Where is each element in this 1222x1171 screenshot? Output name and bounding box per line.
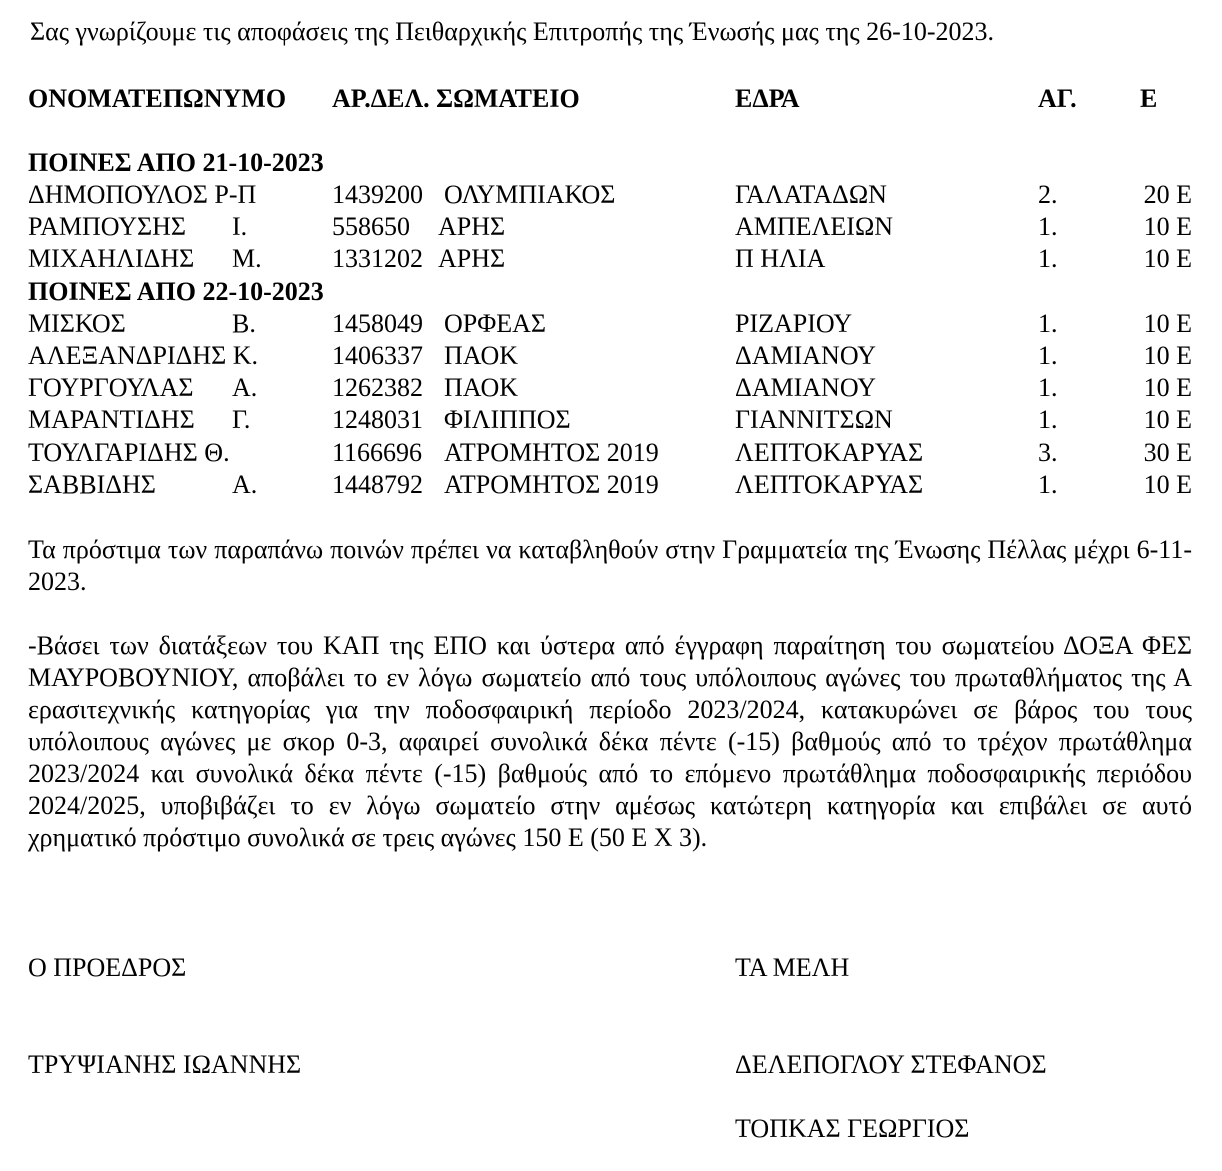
club-city: ΓΙΑΝΝΙΤΣΩΝ [735, 405, 893, 434]
penalty-matches: 1. [1038, 405, 1058, 434]
player-club: ΑΤΡΟΜΗΤΟΣ 2019 [444, 438, 659, 467]
penalty-fine: 10 Ε [1143, 212, 1192, 241]
player-name: ΑΛΕΞΑΝΔΡΙΔΗΣ Κ. [28, 341, 259, 370]
penalty-fine: 10 Ε [1143, 309, 1192, 338]
header-name: ΟΝΟΜΑΤΕΠΩΝΥΜΟ [28, 84, 287, 113]
intro-text: Σας γνωρίζουμε τις αποφάσεις της Πειθαρχικής Επιτροπής της Ένωσής μας της 26-10-2023. [30, 17, 994, 46]
club-city: ΓΑΛΑΤΑΔΩΝ [735, 180, 887, 209]
table-row [0, 372, 1222, 404]
group-title: ΠΟΙΝΕΣ ΑΠΟ 21-10-2023 [28, 148, 324, 177]
table-row [0, 437, 1222, 469]
club-city: ΡΙΖΑΡΙΟΥ [735, 309, 853, 338]
player-club: ΠΑΟΚ [444, 373, 519, 402]
player-name: ΜΑΡΑΝΤΙΔΗΣ [28, 405, 195, 434]
club-city: ΛΕΠΤΟΚΑΡΥΑΣ [735, 470, 924, 499]
player-club: ΑΡΗΣ [438, 212, 506, 241]
club-city: ΔΑΜΙΑΝΟΥ [735, 341, 877, 370]
player-name: ΡΑΜΠΟΥΣΗΣ [28, 212, 187, 241]
club-city: ΔΑΜΙΑΝΟΥ [735, 373, 877, 402]
table-row [0, 340, 1222, 372]
penalty-matches: 1. [1038, 309, 1058, 338]
player-initial: Γ. [232, 405, 251, 434]
penalty-fine: 10 Ε [1143, 470, 1192, 499]
player-id: 558650 [332, 212, 410, 241]
club-city: ΛΕΠΤΟΚΑΡΥΑΣ [735, 438, 924, 467]
player-id: 1439200 [332, 180, 423, 209]
player-initial: Μ. [232, 244, 262, 273]
president-name: ΤΡΥΨΙΑΝΗΣ ΙΩΑΝΝΗΣ [28, 1050, 302, 1079]
player-club: ΟΡΦΕΑΣ [444, 309, 547, 338]
player-club: ΟΛΥΜΠΙΑΚΟΣ [444, 180, 616, 209]
player-club: ΠΑΟΚ [444, 341, 519, 370]
member-name: ΤΟΠΚΑΣ ΓΕΩΡΓΙΟΣ [735, 1114, 970, 1143]
player-club: ΑΡΗΣ [438, 244, 506, 273]
penalty-fine: 30 Ε [1143, 438, 1192, 467]
header-city: ΕΔΡΑ [735, 84, 800, 113]
table-row [0, 308, 1222, 340]
player-name: ΓΟΥΡΓΟΥΛΑΣ [28, 373, 194, 402]
player-id: 1262382 [332, 373, 423, 402]
player-initial: Α. [232, 470, 258, 499]
player-name: ΔΗΜΟΠΟΥΛΟΣ Ρ-Π [28, 180, 257, 209]
header-matches: ΑΓ. [1038, 84, 1077, 113]
player-name: ΜΙΧΑΗΛΙΔΗΣ [28, 244, 195, 273]
penalty-fine: 20 Ε [1143, 180, 1192, 209]
penalty-fine: 10 Ε [1143, 244, 1192, 273]
table-row [0, 243, 1222, 275]
header-fine: Ε [1140, 84, 1158, 113]
penalty-matches: 1. [1038, 212, 1058, 241]
penalty-fine: 10 Ε [1143, 341, 1192, 370]
penalty-matches: 1. [1038, 373, 1058, 402]
player-id: 1248031 [332, 405, 423, 434]
group-title: ΠΟΙΝΕΣ ΑΠΟ 22-10-2023 [28, 277, 324, 306]
player-name: ΤΟΥΛΓΑΡΙΔΗΣ Θ. [28, 438, 230, 467]
penalty-matches: 1. [1038, 244, 1058, 273]
club-city: Π ΗΛΙΑ [735, 244, 826, 273]
club-city: ΑΜΠΕΛΕΙΩΝ [735, 212, 894, 241]
header-id-club: ΑΡ.ΔΕΛ. ΣΩΜΑΤΕΙΟ [332, 84, 580, 113]
table-row [0, 179, 1222, 211]
member-name: ΔΕΛΕΠΟΓΛΟΥ ΣΤΕΦΑΝΟΣ [735, 1050, 1047, 1079]
player-initial: Α. [232, 373, 258, 402]
player-id: 1166696 [332, 438, 423, 467]
members-label: ΤΑ ΜΕΛΗ [735, 953, 850, 982]
penalty-fine: 10 Ε [1143, 405, 1192, 434]
decision-paragraph: -Βάσει των διατάξεων του ΚΑΠ της ΕΠΟ και ύστερα από έγγραφη παραίτηση του σωματείου ΔΟΞΑ ΦΕΣ ΜΑΥΡΟΒΟΥΝΙΟΥ, αποβάλει το εν λόγω σωματείο από τους υπόλοιπους αγώνες του πρωταθλήματος της Α ερασιτεχνικής κατηγορίας για την ποδοσφαιρική περίοδο 2023/2024, κατακυρώνει σε βάρος του τους υπόλοιπους αγώνες με σκορ 0-3, αφαιρεί συνολικά δέκα πέντε (-15) βαθμούς από το τρέχον πρωτάθλημα 2023/2024 και συνολικά δέκα πέντε (-15) βαθμούς από το επόμενο πρωτάθλημα ποδοσφαιρικής περιόδου 2024/2025, υποβιβάζει το εν λόγω σωματείο στην αμέσως κατώτερη κατηγορία και επιβάλει σε αυτό χρηματικό πρόστιμο συνολικά σε τρεις αγώνες 150 Ε (50 Ε Χ 3). [28, 631, 1192, 852]
penalty-fine: 10 Ε [1143, 373, 1192, 402]
player-club: ΦΙΛΙΠΠΟΣ [444, 405, 571, 434]
player-initial: Ι. [232, 212, 248, 241]
penalty-matches: 3. [1038, 438, 1058, 467]
table-row [0, 211, 1222, 243]
president-label: Ο ΠΡΟΕΔΡΟΣ [28, 953, 187, 982]
penalty-matches: 2. [1038, 180, 1058, 209]
payment-notice-paragraph: Τα πρόστιμα των παραπάνω ποινών πρέπει να καταβληθούν στην Γραμματεία της Ένωσης Πέλλας μέχρι 6-11-2023. [28, 535, 1192, 596]
player-initial: Β. [232, 309, 256, 338]
table-row [0, 404, 1222, 436]
player-id: 1458049 [332, 309, 423, 338]
player-name: ΜΙΣΚΟΣ [28, 309, 126, 338]
penalty-matches: 1. [1038, 341, 1058, 370]
player-id: 1331202 [332, 244, 423, 273]
player-id: 1406337 [332, 341, 423, 370]
player-name: ΣΑΒΒΙΔΗΣ [28, 470, 156, 499]
penalty-matches: 1. [1038, 470, 1058, 499]
player-club: ΑΤΡΟΜΗΤΟΣ 2019 [444, 470, 659, 499]
table-row [0, 469, 1222, 501]
player-id: 1448792 [332, 470, 423, 499]
